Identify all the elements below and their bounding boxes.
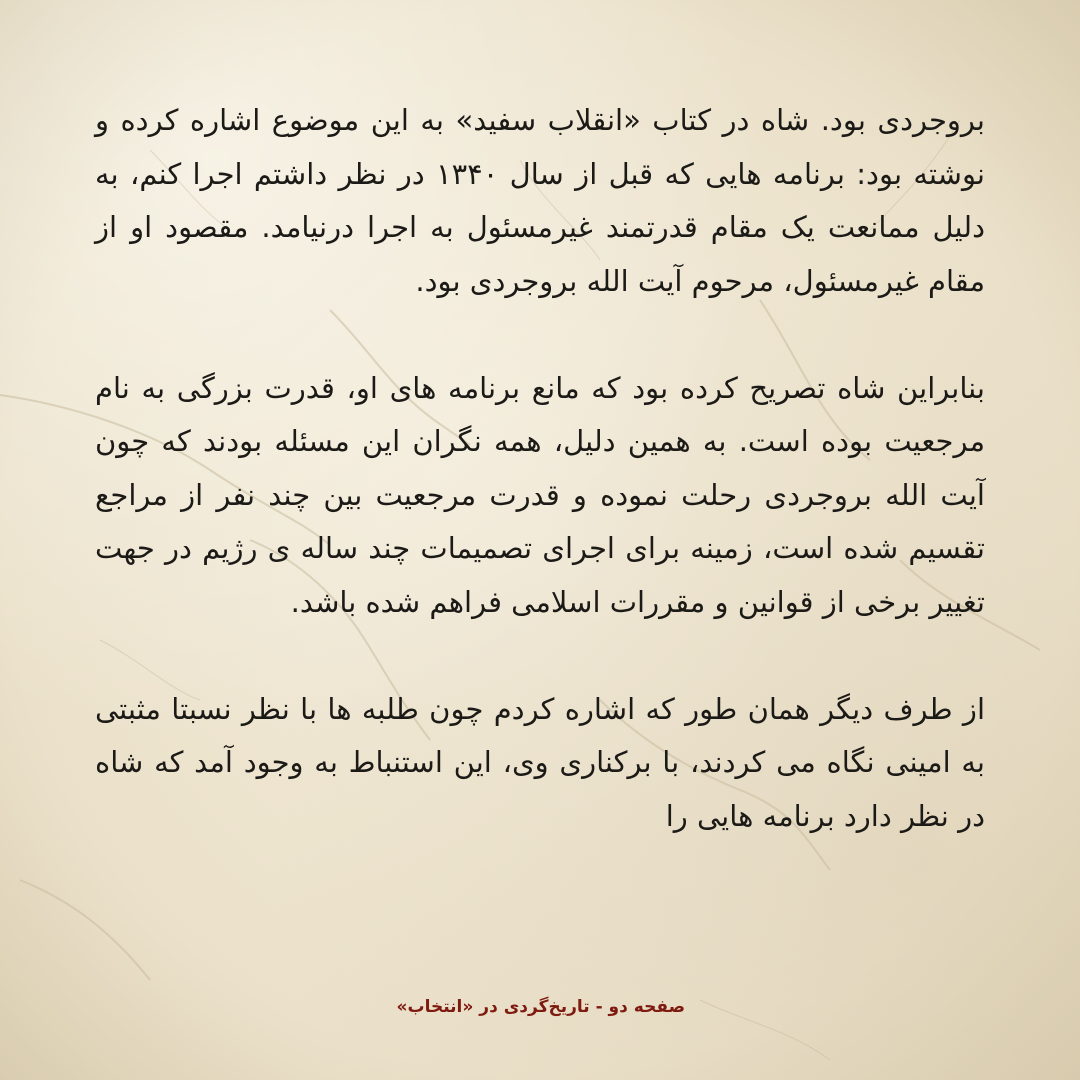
article-paragraph-1: بروجردی بود. شاه در کتاب «انقلاب سفید» به این موضوع اشاره کرده و نوشته بود: برنامه هایی که قبل از سال ۱۳۴۰ در نظر داشتم اجرا کنم، به دلیل ممانعت یک مقام قدرتمند غیرمسئول به اجرا درنیامد. مقصود او از مقام غیرمسئول، مرحوم آیت الله بروجردی بود. bbox=[95, 103, 986, 298]
article-paragraph-3: از طرف دیگر همان طور که اشاره کردم چون طلبه ها با نظر نسبتا مثبتی به امینی نگاه می کردند، با برکناری وی، این استنباط به وجود آمد که شاه در نظر دارد برنامه هایی را bbox=[95, 691, 985, 833]
page-caption: صفحه دو - تاریخ‌گردی در «انتخاب» bbox=[396, 997, 685, 1017]
paragraph-spacer bbox=[95, 308, 985, 362]
paragraph-spacer bbox=[95, 629, 985, 683]
article-text bbox=[95, 94, 985, 843]
article-paragraph-2: بنابراین شاه تصریح کرده بود که مانع برنامه های او، قدرت بزرگی به نام مرجعیت بوده است. به همین دلیل، همه نگران این مسئله بودند که چون آیت الله بروجردی رحلت نموده و قدرت مرجعیت بین چند نفر از مراجع تقسیم شده است، زمینه برای اجرای تصمیمات چند ساله ی رژیم در جهت تغییر برخی از قوانین و مقررات اسلامی فراهم شده باشد. bbox=[95, 370, 985, 619]
